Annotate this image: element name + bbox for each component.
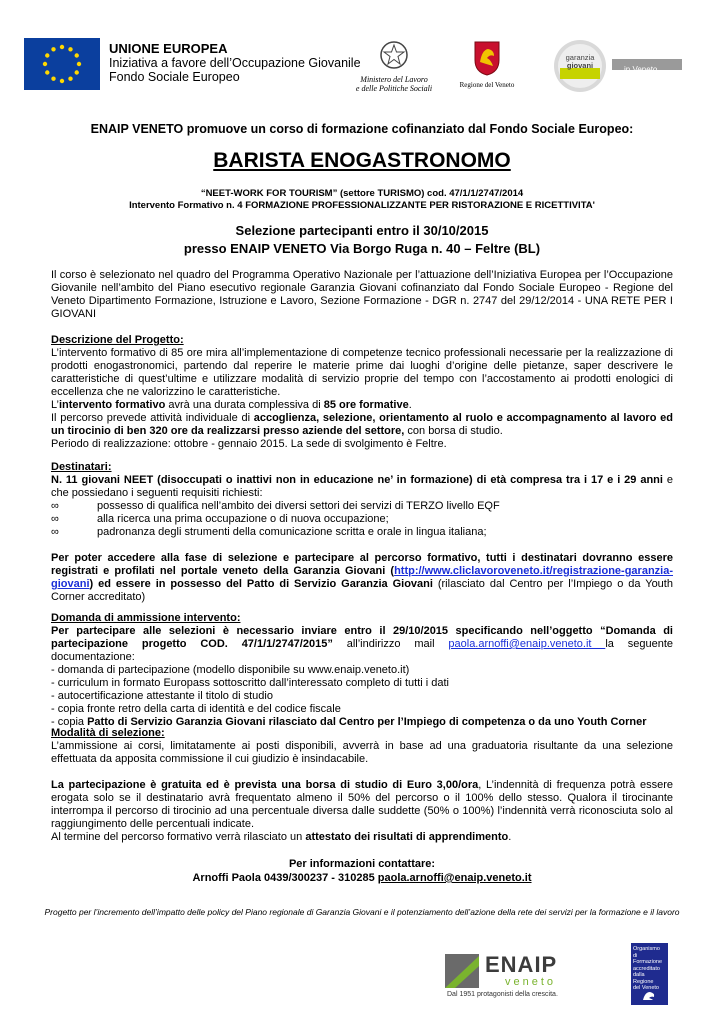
accreditation-line: di Formazione: [633, 952, 663, 965]
intro-paragraph: Il corso è selezionato nel quadro del Programma Operativo Nazionale per l’attuazione dell’Iniziativa Europea per l’Occupazione Giovanile nell’ambito del Piano esecutivo regionale Garanzia Giovani cofinanziato dal Fondo Sociale Europeo - Regione del Veneto Dipartimento Formazione, Istruzione e Lavoro, Sezione Formazione - DGR n. 2747 del 29/12/2014 - UNA RETE PER I GIOVANI: [51, 269, 673, 320]
registration-link[interactable]: http://www.cliclavoroveneto.it/registrazione-garanzia-giovani: [51, 565, 673, 590]
selection-mode-heading: Modalità di selezione:: [51, 727, 165, 739]
description-p4: Periodo di realizzazione: ottobre - gennaio 2015. La sede di svolgimento è Feltre.: [51, 438, 447, 450]
recipients-section: [51, 461, 673, 604]
ministero-line2: e delle Politiche Sociali: [355, 84, 433, 93]
eu-star-icon: [75, 53, 79, 57]
regione-veneto-logo: [456, 40, 518, 92]
contact-title: Per informazioni contattare:: [288, 858, 436, 870]
ministero-line1: Ministero del Lavoro: [360, 75, 428, 84]
contact-email-link[interactable]: paola.arnoffi@enaip.veneto.it: [377, 872, 532, 884]
eu-star-icon: [43, 62, 47, 66]
eu-star-icon: [60, 45, 64, 49]
eu-star-icon: [45, 53, 49, 57]
description-section: [51, 334, 673, 451]
veneto-lion-icon: [642, 991, 656, 1001]
enaip-region: veneto: [505, 976, 557, 988]
eu-star-icon: [68, 77, 72, 81]
description-p3: Il percorso prevede attività individuale di accoglienza, selezione, orientamento al ruolo e accompagnamento al lavoro ed un tirocinio di ben 320 ore da realizzarsi presso aziende del settore, con borsa di studio.: [51, 412, 673, 437]
garanzia-veneto-bar: [612, 59, 682, 74]
document-item: - domanda di partecipazione (modello disponibile su www.enaip.veneto.it): [51, 664, 410, 676]
description-p2: L’intervento formativo avrà una durata complessiva di 85 ore formative.: [51, 399, 412, 411]
bullet-icon: ∞: [51, 513, 59, 525]
description-p1: L’intervento formativo di 85 ore mira all’implementazione di competenze tecnico professionali necessarie per la realizzazione di prodotti enogastronomici, partendo dal reperire le materie prime dai luoghi d’origine delle pietanze, saper descrivere le caratteristiche di quest’ultime e utilizzare modalità di servizio proprie del tempo con l’accostamento ai prodotti enologici di eccellenza che ne valorizzino le caratteristiche.: [51, 347, 673, 398]
application-p1: Per partecipare alle selezioni è necessario inviare entro il 29/10/2015 specificando nell’oggetto “Domanda di partecipazione progetto COD. 47/1/1/2747/2015” all’indirizzo mail paola.arnoffi@enaip.veneto.it la seguente documentazione:: [51, 625, 673, 663]
footer-note: Progetto per l’incremento dell’impatto delle policy del Piano regionale di Garanzia Giovani e il potenziamento dell’azione della rete dei servizi per la formazione e il lavoro: [44, 907, 680, 917]
document-item: - curriculum in formato Europass sottoscritto dall’interessato completo di tutti i dati: [51, 677, 449, 689]
eu-star-icon: [77, 62, 81, 66]
eu-star-icon: [60, 79, 64, 83]
recipients-p1: N. 11 giovani NEET (disoccupati o inattivi non in educazione ne’ in formazione) di età compresa tra i 17 e i 29 anni e che possiedano i seguenti requisiti richiesti:: [51, 474, 673, 499]
eu-star-icon: [51, 77, 55, 81]
accreditation-line: del Veneto: [633, 985, 659, 991]
requirement-item: ∞ possesso di qualifica nell’ambito dei diversi settori dei servizi di TERZO livello EQF: [51, 500, 500, 512]
requirement-item: ∞ alla ricerca una prima occupazione o di nuova occupazione;: [51, 513, 389, 525]
eu-star-icon: [45, 70, 49, 74]
eu-star-icon: [51, 47, 55, 51]
intervention-line: Intervento Formativo n. 4 FORMAZIONE PROFESSIONALIZZANTE PER RISTORAZIONE E RICETTIVITA': [129, 200, 595, 211]
selection-mode-section: [51, 727, 673, 844]
application-heading: Domanda di ammissione intervento:: [51, 612, 241, 624]
intro-line: ENAIP VENETO promuove un corso di formazione cofinanziato dal Fondo Sociale Europeo:: [90, 122, 634, 136]
accreditation-badge: [631, 943, 668, 1005]
selection-mode-p3: Al termine del percorso formativo verrà rilasciato un attestato dei risultati di apprendimento.: [51, 831, 512, 843]
bullet-icon: ∞: [51, 500, 59, 512]
garanzia-text1: garanzia: [565, 53, 595, 62]
ministero-logo: [352, 40, 436, 96]
garanzia-text2: giovani: [566, 61, 594, 70]
eu-fund: Fondo Sociale Europeo: [109, 70, 240, 84]
description-heading: Descrizione del Progetto:: [51, 334, 184, 346]
documents-last: - copia Patto di Servizio Garanzia Giovani rilasciato dal Centro per l’Impiego di competenza o da uno Youth Corner: [51, 716, 647, 728]
italy-emblem-icon: [379, 40, 409, 70]
eu-star-icon: [68, 47, 72, 51]
accreditation-line: dalla Regione: [633, 972, 654, 985]
requirements-list: [51, 500, 673, 539]
eu-title: UNIONE EUROPEA: [109, 41, 228, 56]
recipients-heading: Destinatari:: [51, 461, 112, 473]
selection-mode-p1: L’ammissione ai corsi, limitatamente ai posti disponibili, avverrà in base ad una graduatoria risultante da una selezione effettuata da apposita commissione il cui giudizio è insindacabile.: [51, 740, 673, 765]
document-item: - copia fronte retro della carta di identità e del codice fiscale: [51, 703, 341, 715]
garanzia-veneto-label: in Veneto: [624, 65, 658, 74]
selection-place: presso ENAIP VENETO Via Borgo Ruga n. 40 – Feltre (BL): [183, 241, 541, 256]
veneto-lion-shield-icon: [472, 40, 502, 76]
eu-flag: [24, 38, 100, 90]
eu-subtitle: Iniziativa a favore dell’Occupazione Giovanile: [109, 56, 361, 70]
recipients-p2: Per poter accedere alla fase di selezione e partecipare al percorso formativo, tutti i destinatari dovranno essere registrati e profilati nel portale veneto della Garanzia Giovani (http://www.cliclavoroveneto.it/registrazione-garanzia-giovani) ed essere in possesso del Patto di Servizio Garanzia Giovani (rilasciato dal Centro per l’Impiego o da Youth Corner accreditato): [51, 552, 673, 603]
enaip-logo: [441, 948, 571, 1002]
enaip-mark-icon: [441, 948, 481, 990]
application-section: [51, 612, 673, 729]
project-code: “NEET-WORK FOR TOURISM” (settore TURISMO) cod. 47/1/1/2747/2014: [200, 188, 524, 199]
bullet-icon: ∞: [51, 526, 59, 538]
regione-label: Regione del Veneto: [459, 81, 515, 89]
document-item: - autocertificazione attestante il titolo di studio: [51, 690, 273, 702]
accreditation-line: accreditato: [633, 965, 660, 972]
requirement-item: ∞ padronanza degli strumenti della comunicazione scritta e orale in lingua italiana;: [51, 526, 487, 538]
contact-line: Arnoffi Paola 0439/300237 - 310285 paola.arnoffi@enaip.veneto.it: [192, 872, 532, 884]
eu-star-icon: [75, 70, 79, 74]
documents-list: [51, 664, 673, 716]
garanzia-giovani-logo: [550, 38, 610, 94]
selection-mode-p2: La partecipazione è gratuita ed è prevista una borsa di studio di Euro 3,00/ora, L’indennità di frequenza potrà essere erogata solo se il destinatario avrà frequentato almeno il 50% del percorso o il 100% dello stesso. Qualora il tirocinante interrompa il percorso di tirocinio ad una percentuale diversa dalle suddette (50% o 100%) l’indennità verrà riconosciuta solo al raggiungimento delle percentuali indicate.: [51, 779, 673, 830]
application-email-link[interactable]: paola.arnoffi@enaip.veneto.it: [448, 638, 606, 650]
enaip-name: ENAIP: [485, 952, 558, 977]
accreditation-line: Organismo: [633, 946, 660, 952]
eu-stars-icon: [24, 38, 100, 90]
enaip-tagline: Dal 1951 protagonisti della crescita.: [447, 991, 558, 998]
selection-date: Selezione partecipanti entro il 30/10/2015: [235, 223, 489, 238]
eu-header-text: [109, 42, 361, 84]
course-title: BARISTA ENOGASTRONOMO: [213, 149, 511, 172]
